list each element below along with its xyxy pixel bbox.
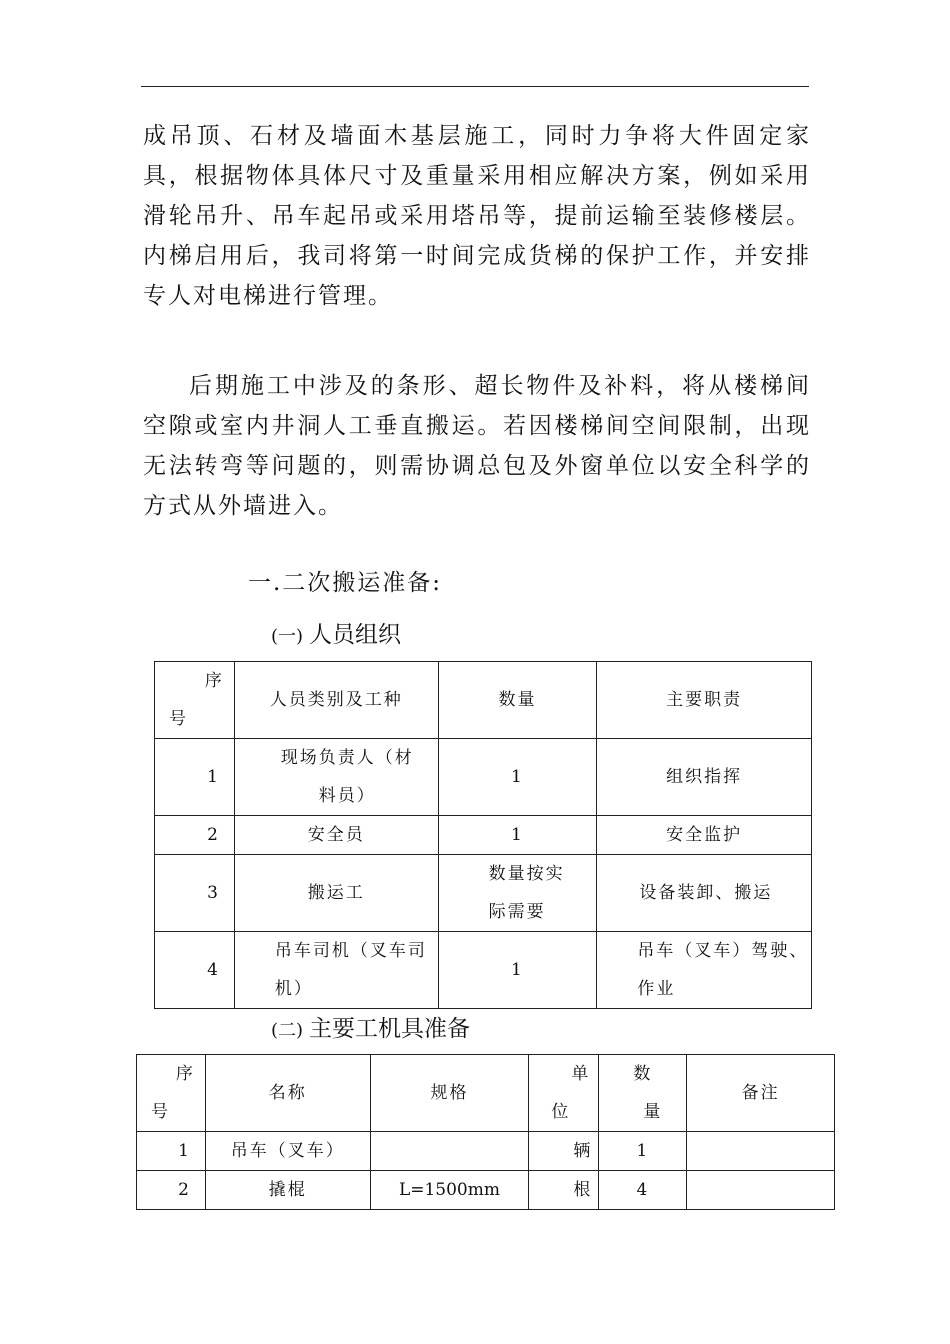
header-duty: 主要职责: [597, 662, 812, 739]
row-no: 1: [137, 1132, 206, 1171]
row-name: 撬棍: [205, 1171, 370, 1210]
header-rule: [141, 86, 809, 87]
section-heading: 一.二次搬运准备:: [248, 570, 443, 596]
table-row: [155, 932, 812, 1009]
row-qty: 4: [599, 1171, 687, 1210]
row-quantity: 数量按实际需要: [438, 855, 597, 932]
row-no: 2: [155, 816, 235, 855]
table-row: [137, 1171, 835, 1210]
row-remark: [687, 1132, 835, 1171]
row-category: 搬运工: [234, 855, 438, 932]
table-header-row: [155, 662, 812, 739]
header-spec: 规格: [370, 1055, 529, 1132]
row-spec: [370, 1132, 529, 1171]
paragraph-1: 成吊顶、石材及墙面木基层施工，同时力争将大件固定家具，根据物体具体尺寸及重量采用相应解决方案，例如采用滑轮吊升、吊车起吊或采用塔吊等，提前运输至装修楼层。内梯启用后，我司将第一时间完成货梯的保护工作，并安排专人对电梯进行管理。: [143, 123, 811, 309]
row-category: 现场负责人（材料员）: [234, 739, 438, 816]
row-unit: 根: [529, 1171, 599, 1210]
row-quantity: 1: [438, 739, 597, 816]
row-no: 1: [155, 739, 235, 816]
header-quantity: 数量: [438, 662, 597, 739]
paragraph-2: 后期施工中涉及的条形、超长物件及补料，将从楼梯间空隙或室内井洞人工垂直搬运。若因楼梯间空间限制，出现无法转弯等问题的，则需协调总包及外窗单位以安全科学的方式从外墙进入。: [143, 373, 811, 519]
row-duty: 组织指挥: [597, 739, 812, 816]
row-unit: 辆: [529, 1132, 599, 1171]
header-seq: 序 号: [155, 662, 235, 739]
subheading-text: 人员组织: [309, 622, 402, 648]
row-duty: 吊车（叉车）驾驶、作业: [597, 932, 812, 1009]
row-category: 安全员: [234, 816, 438, 855]
header-category: 人员类别及工种: [234, 662, 438, 739]
subheading-number: (一): [271, 626, 304, 647]
row-qty: 1: [599, 1132, 687, 1171]
tools-table: [136, 1054, 835, 1210]
header-unit: 单 位: [529, 1055, 599, 1132]
row-remark: [687, 1171, 835, 1210]
header-seq: 序 号: [137, 1055, 206, 1132]
row-no: 4: [155, 932, 235, 1009]
subheading-number: (二): [271, 1020, 304, 1041]
row-no: 3: [155, 855, 235, 932]
row-quantity: 1: [438, 932, 597, 1009]
subheading-personnel: [271, 620, 401, 652]
subheading-text: 主要工机具准备: [309, 1016, 471, 1042]
table-row: [155, 855, 812, 932]
table-header-row: [137, 1055, 835, 1132]
row-name: 吊车（叉车）: [205, 1132, 370, 1171]
personnel-table: [154, 661, 812, 1009]
header-remark: 备注: [687, 1055, 835, 1132]
row-quantity: 1: [438, 816, 597, 855]
header-qty: 数 量: [599, 1055, 687, 1132]
row-duty: 安全监护: [597, 816, 812, 855]
subheading-tools: [271, 1014, 470, 1046]
table-row: [155, 816, 812, 855]
table-row: [137, 1132, 835, 1171]
header-name: 名称: [205, 1055, 370, 1132]
row-category: 吊车司机（叉车司机）: [234, 932, 438, 1009]
table-row: [155, 739, 812, 816]
row-spec: L=1500mm: [370, 1171, 529, 1210]
row-duty: 设备装卸、搬运: [597, 855, 812, 932]
row-no: 2: [137, 1171, 206, 1210]
